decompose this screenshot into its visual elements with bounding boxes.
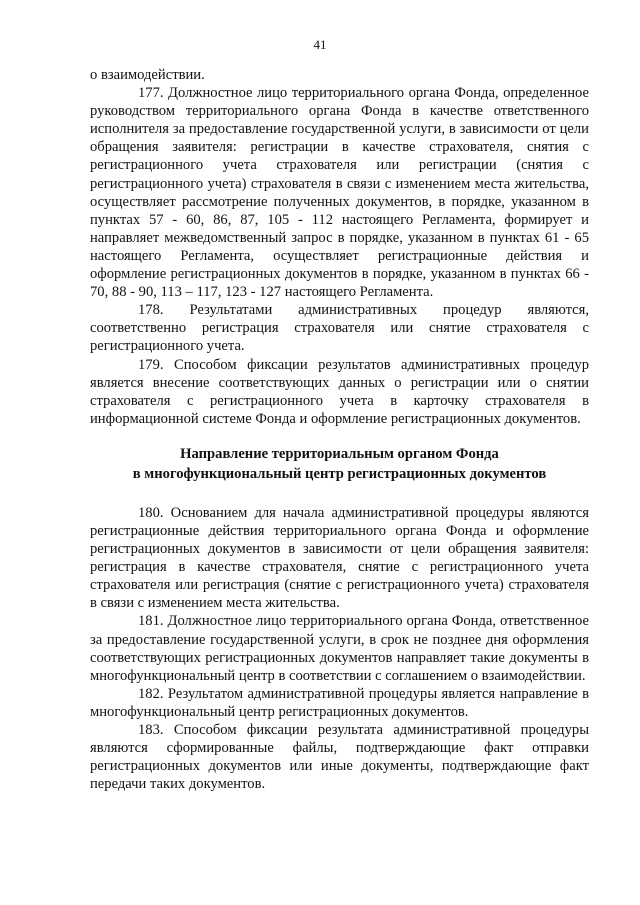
section-heading-line-1: Направление территориальным органом Фонда xyxy=(180,445,499,462)
paragraph-181: 181. Должностное лицо территориального органа Фонда, ответственное за предоставление государственной услуги, в срок не позднее дня оформления соответствующих регистрационных документов направляет такие документы в многофункциональный центр в соответствии с соглашением о взаимодействии. xyxy=(90,613,589,684)
paragraph-178: 178. Результатами административных процедур являются, соответственно регистрация страхователя или снятие страхователя с регистрационного учета. xyxy=(90,302,589,355)
paragraph-182: 182. Результатом административной процедуры является направление в многофункциональный центр регистрационных документов. xyxy=(90,685,589,720)
paragraph-continuation: о взаимодействии. xyxy=(90,67,205,83)
section-heading-line-2: в многофункциональный центр регистрационных документов xyxy=(132,465,547,482)
document-body xyxy=(90,66,589,793)
section-heading xyxy=(90,444,589,484)
paragraph-183: 183. Способом фиксации результата административной процедуры являются сформированные файлы, подтверждающие факт отправки регистрационных документов или иные документы, подтверждающие факт передачи таких документов. xyxy=(90,722,589,793)
paragraph-180: 180. Основанием для начала административной процедуры являются регистрационные действия территориального органа Фонда и оформление регистрационных документов в зависимости от цели обращения заявителя: регистрация в качестве страхователя, снятие с регистрационного учета страхователя или регистрация (снятие с регистрационного учета) страхователя в связи с изменением места жительства. xyxy=(90,504,589,612)
paragraph-177: 177. Должностное лицо территориального органа Фонда, определенное руководством территориального органа Фонда в качестве ответственного исполнителя за предоставление государственной услуги, в зависимости от цели обращения заявителя: регистрации в качестве страхователя, снятия с регистрационного учета страхователя или регистрации (снятия с регистрационного учета) страхователя в связи с изменением места жительства, осуществляет рассмотрение полученных документов, в порядке, указанном в пунктах 57 - 60, 86, 87, 105 - 112 настоящего Регламента, формирует и направляет межведомственный запрос в порядке, указанном в пунктах 61 - 65 настоящего Регламента, осуществляет регистрационные действия и оформление регистрационных документов в порядке, указанном в пунктах 66 - 70, 88 - 90, 113 – 117, 123 - 127 настоящего Регламента. xyxy=(90,85,589,301)
page-number: 41 xyxy=(313,37,327,52)
paragraph-179: 179. Способом фиксации результатов административных процедур является внесение соответствующих данных о регистрации или о снятии страхователя с регистрационного учета в карточку страхователя в информационной системе Фонда и оформление регистрационных документов. xyxy=(90,356,589,427)
